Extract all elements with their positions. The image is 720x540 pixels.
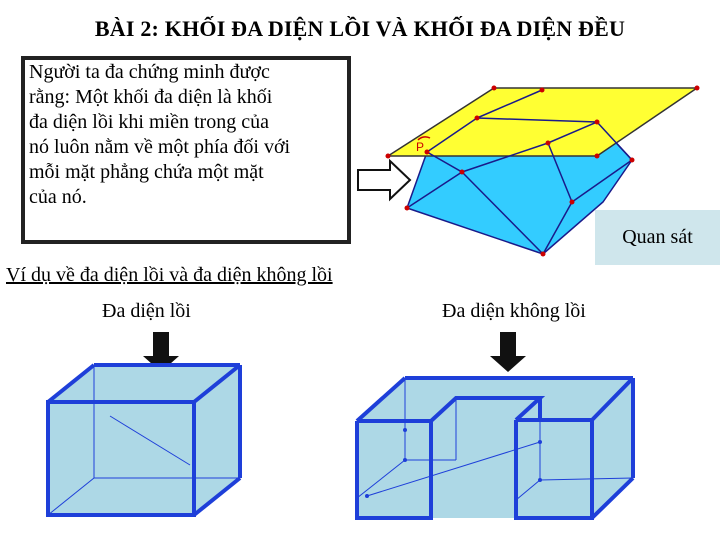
slide-title: BÀI 2: KHỐI ĐA DIỆN LỒI VÀ KHỐI ĐA DIỆN ĐỀU [94,16,626,41]
definition-line: đa diện lồi khi miền trong của [29,111,269,133]
nonconvex-solid [357,378,633,518]
definition-line: rằng: Một khối đa diện là khối [29,86,273,108]
plane-label: P [416,140,425,154]
example-heading: Ví dụ về đa diện lồi và đa diện không lồi [6,264,333,286]
observe-button[interactable]: Quan sát [595,210,720,265]
yellow-plane [388,88,697,156]
definition-line: nó luôn nằm về một phía đối với [29,136,291,158]
definition-line: Người ta đa chứng minh được [29,61,270,83]
convex-label: Đa diện lồi [102,300,191,322]
right-arrow-icon [358,161,410,199]
definition-line: của nó. [29,186,87,208]
definition-line: mỗi mặt phẳng chứa một mặt [29,161,264,183]
down-arrow-icon [490,332,526,372]
convex-box [48,365,240,515]
nonconvex-label: Đa diện không lồi [442,300,586,322]
